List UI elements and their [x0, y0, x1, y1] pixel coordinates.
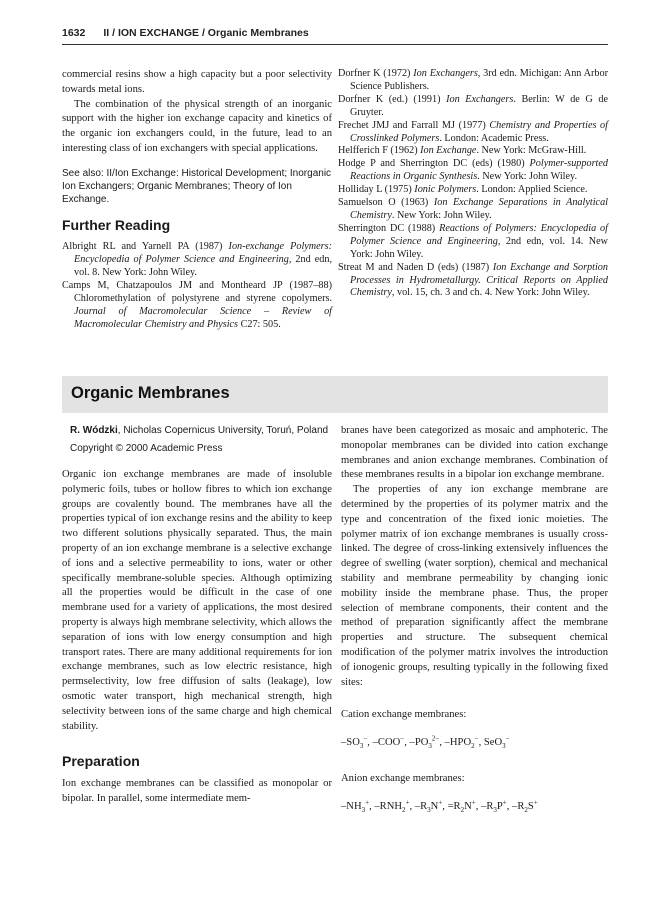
reference-item: Holliday L (1975) Ionic Polymers. London: Applied Science. — [338, 184, 588, 196]
running-head — [62, 27, 608, 39]
cation-formula: $-SO_3^-$, –COO−, $-PO_3^{2-}$, $-HPO_2^-$, SeO$_3$− — [341, 734, 510, 751]
reference-item: Camps M, Chatzapoulos JM and Montheard JP (1987–88) Chloromethylation of polystyrene and styrene copolymers. Journal of Macromolecular Science – Review of Macromolecular Chemistry and Physics C27: 505. — [62, 279, 332, 330]
reference-item: Albright RL and Yarnell PA (1987) Ion-exchange Polymers: Encyclopedia of Polymer Science and Engineering, 2nd edn, vol. 8. New York: John Wiley. — [62, 241, 332, 278]
lower-right-column — [341, 424, 608, 814]
author-name: R. Wódzki — [70, 425, 118, 436]
reference-list — [338, 68, 608, 300]
reference-item: Hodge P and Sherrington DC (eds) (1980) Polymer-supported Reactions in Organic Synthesis. New York: John Wiley. — [338, 158, 608, 183]
reference-item: Dorfner K (1972) Ion Exchangers, 3rd edn. Michigan: Ann Arbor Science Publishers. — [338, 68, 608, 92]
article-title: Organic Membranes — [71, 384, 230, 402]
article-banner — [62, 376, 608, 413]
author-block — [62, 424, 332, 438]
see-also-text: II/Ion Exchange: Historical Development; Inorganic Ion Exchangers; Organic Membranes; Theory of Ion Exchange. — [62, 167, 332, 206]
intro-paragraph: Organic ion exchange membranes are made of insoluble polymeric foils, tubes or hollow fibres to which ion exchange groups are covalently bound. The membranes have all the properties typical of ion exchange resins and the ability to keep two different solutions physically separated. Thus, the main property of an ion exchange membrane is a selective exchange of ions and a selective permeability to ions, water or other specifically membrane-soluble species. Although optimizing all the properties would be difficult in the case of one membrane used for a variety of applications, the most desired property is always high membrane selectivity, which allows the separation of ions with low energy consumption and high transport rates. There are many additional requirements for ion exchange membranes, such as low electric resistance, high permselectivity, low free diffusion of salts (leakage), low osmotic water transport, high mechanical strength, high selectivity between ions of the same charge and high chemical stability. — [62, 469, 332, 732]
reference-item: Sherrington DC (1988) Reactions of Polymers: Encyclopedia of Polymer Science and Engineering, 2nd edn, vol. 14. New York: John Wiley. — [338, 222, 609, 260]
reference-item: Helfferich F (1962) Ion Exchange. New York: McGraw-Hill. — [338, 145, 587, 157]
top-right-column — [338, 68, 608, 300]
copyright: Copyright © 2000 Academic Press — [70, 443, 223, 454]
see-also-label: See also: — [62, 167, 104, 179]
lower-left-column — [62, 424, 332, 807]
reference-list — [62, 241, 332, 331]
reference-item: Dorfner K (ed.) (1991) Ion Exchangers. Berlin: W de G de Gruyter. — [338, 93, 608, 118]
see-also — [62, 167, 332, 207]
header-rule — [62, 44, 608, 45]
further-reading-heading: Further Reading — [62, 217, 171, 234]
page-number: 1632 — [62, 27, 86, 39]
paragraph: The properties of any ion exchange membrane are determined by the properties of its polymer matrix and the type and concentration of the fixed ionic moieties. The polymer matrix of ion exchange membranes is usually cross-linked. The degree of cross-linking extensively influences the degree of swelling (water sorption), chemical and mechanical stability and membrane permeability by changing ionic mobility inside the membrane phase. Thus, the proper selection of membrane components, their content and the method of preparation significantly affect the membrane properties and structure. The subsequent chemical modification of the polymer matrix involves the introduction of ionogenic groups, resulting typically in the following fixed sites: — [341, 484, 608, 688]
anion-label: Anion exchange membranes: — [341, 773, 465, 785]
running-title: II / ION EXCHANGE / Organic Membranes — [103, 27, 309, 39]
reference-item: Frechet JMJ and Farrall MJ (1977) Chemistry and Properties of Crosslinked Polymers. London: Academic Press. — [338, 119, 608, 144]
anion-formula: $-NH_3^+$, $-RNH_2^+$, $-R_3N^+$, $=R_2N^+$, $-R_3P^+$, $-R_2S^+$ — [341, 798, 538, 815]
cation-label: Cation exchange membranes: — [341, 709, 467, 721]
paragraph: commercial resins show a high capacity but a poor selectivity towards metal ions. — [62, 69, 332, 95]
paragraph: The combination of the physical strength of an inorganic support with the higher ion exchange capacity and kinetics of the organic ion exchangers could, in the future, lead to an interesting class of ion exchangers with special applications. — [62, 98, 332, 154]
top-left-column — [62, 68, 332, 332]
preparation-heading: Preparation — [62, 753, 140, 770]
paragraph: Ion exchange membranes can be classified as monopolar or bipolar. In parallel, some intermediate mem- — [62, 778, 332, 804]
reference-item: Samuelson O (1963) Ion Exchange Separations in Analytical Chemistry. New York: John Wiley. — [338, 197, 608, 221]
reference-item: Streat M and Naden D (eds) (1987) Ion Exchange and Sorption Processes in Hydrometallurgy. Critical Reports on Applied Chemistry, vol. 15, ch. 3 and ch. 4. New York: John Wiley. — [338, 261, 608, 299]
author-affiliation: , Nicholas Copernicus University, Toruń, Poland — [117, 425, 329, 436]
paragraph: branes have been categorized as mosaic and amphoteric. The monopolar membranes can be divided into cation exchange membranes and anion exchange membranes. Combination of these membranes results in a bipolar ion exchange membrane. — [341, 425, 608, 481]
